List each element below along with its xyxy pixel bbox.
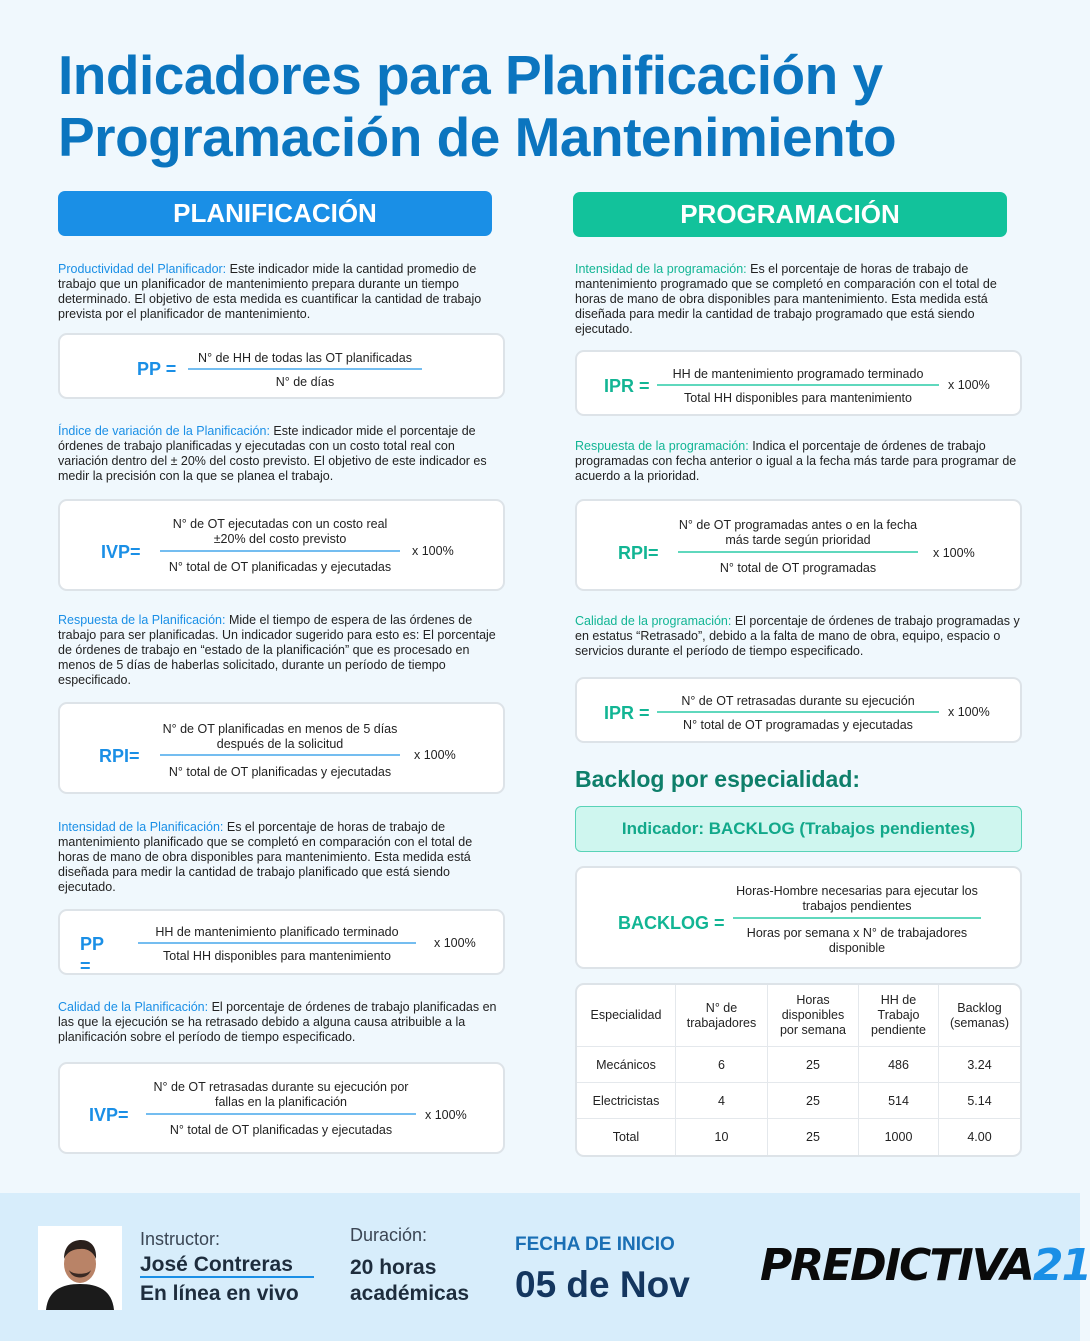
plan-label-variacion: Índice de variación de la Planificación: [58, 424, 270, 438]
formula-name: PP = [80, 934, 104, 976]
instructor-label: Instructor: [140, 1229, 221, 1249]
fraction-line [160, 550, 400, 552]
formula-denominator: N° de días [275, 375, 335, 389]
formula-card-rpi [58, 702, 505, 794]
table-row [577, 1083, 1020, 1119]
formula-denominator: Total HH disponibles para mantenimiento [684, 391, 912, 405]
plan-label-intensidad: Intensidad de la Planificación: [58, 820, 224, 834]
formula-denominator: Horas por semana x N° de trabajadores disponible [746, 926, 968, 955]
formula-card-rpi-prog [575, 499, 1022, 591]
fraction-line [657, 711, 939, 713]
formula-name: IPR = [604, 703, 650, 723]
plan-label-respuesta: Respuesta de la Planificación: [58, 613, 226, 627]
column-header: Especialidad [577, 985, 676, 1047]
table-cell: 5.14 [939, 1083, 1020, 1119]
fraction-line [678, 551, 918, 553]
formula-denominator: Total HH disponibles para mantenimiento [163, 949, 391, 963]
table-cell: 25 [768, 1083, 859, 1119]
table-cell: 25 [768, 1119, 859, 1155]
prog-desc-calidad: Calidad de la programación: El porcentaje de órdenes de trabajo programadas y en estatus “Retrasado”, debido a la falta de mano de obra, equipo, espacio o servicios durante el período de tiempo especificado. [575, 614, 1020, 658]
formula-numerator: N° de OT programadas antes o en la fecha más tarde según prioridad [678, 518, 918, 547]
formula-numerator: N° de OT retrasadas durante su ejecución [681, 694, 915, 708]
table-cell: Total [577, 1119, 676, 1155]
page-title: Indicadores para Planificación y Programación de Mantenimiento [58, 44, 897, 168]
instructor-photo-icon [38, 1226, 122, 1310]
formula-numerator: N° de OT ejecutadas con un costo real ±20% del costo previsto [172, 517, 388, 546]
table-cell: 3.24 [939, 1047, 1020, 1083]
table-cell: 4 [676, 1083, 768, 1119]
duration-line-2: académicas [350, 1282, 470, 1305]
plan-desc-productividad: Productividad del Planificador: Este indicador mide la cantidad promedio de trabajo que un planificador de mantenimiento prepara durante un tiempo determinado. El objetivo de esta medida es cuantificar la cantidad de trabajo prevista por el planificador de mantenimiento. [58, 262, 482, 321]
plan-desc-variacion: Índice de variación de la Planificación: Este indicador mide el porcentaje de órdenes de trabajo planificadas y ejecutadas con un costo total real con variación dentro del ± 20% del costo previsto. El objetivo de este indicador es medir la precisión con la que se planea el trabajo. [58, 424, 487, 483]
formula-name: IVP= [89, 1105, 129, 1125]
backlog-table [575, 983, 1022, 1157]
formula-factor: x 100% [948, 705, 990, 719]
table-cell: 10 [676, 1119, 768, 1155]
formula-factor: x 100% [434, 936, 476, 950]
table-cell: Electricistas [577, 1083, 676, 1119]
table-cell: 4.00 [967, 1130, 992, 1144]
predictiva-logo [760, 1240, 1090, 1291]
formula-factor: x 100% [425, 1108, 467, 1122]
formula-name: RPI= [618, 543, 659, 563]
plan-desc-respuesta: Respuesta de la Planificación: Mide el tiempo de espera de las órdenes de trabajo para ser planificadas. Un indicador sugerido para esto es: El porcentaje de órdenes de trabajo en “estado de la planificación” que es procesado en menos de 5 días de haberlas solicitado, durante un período de tiempo especificado. [58, 613, 496, 687]
backlog-indicator: Indicador: BACKLOG (Trabajos pendientes) [575, 806, 1022, 852]
formula-denominator: N° total de OT planificadas y ejecutadas [168, 560, 392, 574]
formula-name: RPI= [99, 746, 140, 766]
table-row [577, 1047, 1020, 1083]
prog-label-intensidad: Intensidad de la programación: [575, 262, 747, 276]
table-row [577, 1119, 1020, 1155]
formula-numerator: HH de mantenimiento planificado terminado [155, 925, 399, 939]
formula-name: IVP= [101, 542, 141, 562]
table-cell: 486 [859, 1047, 939, 1083]
column-header: HH de Trabajo pendiente [859, 985, 939, 1047]
column-header: N° de trabajadores [676, 985, 768, 1047]
formula-name: BACKLOG = [618, 913, 725, 933]
formula-factor: x 100% [414, 748, 456, 762]
planificacion-header: PLANIFICACIÓN [58, 191, 492, 236]
table-cell: Mecánicos [577, 1047, 676, 1083]
logo-number: 21 [1032, 1240, 1090, 1291]
instructor-avatar [38, 1226, 122, 1310]
formula-factor: x 100% [948, 378, 990, 392]
fraction-line [138, 942, 416, 944]
formula-card-backlog [575, 866, 1022, 969]
column-header: Backlog (semanas) [939, 985, 1020, 1047]
formula-denominator: N° total de OT planificadas y ejecutadas [168, 765, 392, 779]
formula-card-pp-intensidad [58, 909, 505, 975]
table-cell: 25 [768, 1047, 859, 1083]
duration-label: Duración: [350, 1225, 428, 1245]
formula-numerator: N° de HH de todas las OT planificadas [198, 351, 412, 365]
formula-name: IPR = [604, 376, 650, 396]
table-cell: 514 [859, 1083, 939, 1119]
formula-denominator: N° total de OT planificadas y ejecutadas [169, 1123, 393, 1137]
formula-card-ivp [58, 499, 505, 591]
prog-label-respuesta: Respuesta de la programación: [575, 439, 749, 453]
formula-card-ipr [575, 350, 1022, 416]
formula-card-pp [58, 333, 505, 399]
start-date-label: FECHA DE INICIO [515, 1234, 675, 1255]
formula-numerator: HH de mantenimiento programado terminado [672, 367, 924, 381]
duration-line-1: 20 horas [350, 1256, 437, 1279]
formula-numerator: N° de OT retrasadas durante su ejecución por fallas en la planificación [153, 1080, 409, 1109]
backlog-title: Backlog por especialidad: [575, 766, 861, 792]
formula-numerator: Horas-Hombre necesarias para ejecutar los trabajos pendientes [736, 884, 978, 913]
plan-label-calidad: Calidad de la Planificación: [58, 1000, 209, 1014]
table-cell: 6 [676, 1047, 768, 1083]
plan-label-productividad: Productividad del Planificador: [58, 262, 227, 276]
column-header: Horas disponibles por semana [768, 985, 859, 1047]
formula-card-ipr-calidad [575, 677, 1022, 743]
fraction-line [188, 368, 422, 370]
formula-denominator: N° total de OT programadas y ejecutadas [683, 718, 913, 732]
fraction-line [146, 1113, 416, 1115]
table-header-row [577, 985, 1020, 1047]
instructor-name: José Contreras [140, 1253, 293, 1276]
prog-desc-respuesta: Respuesta de la programación: Indica el porcentaje de órdenes de trabajo programadas con fecha anterior o igual a la fecha más tarde para programar de acuerdo a la prioridad. [575, 439, 1017, 483]
fraction-line [733, 917, 981, 919]
plan-desc-intensidad: Intensidad de la Planificación: Es el porcentaje de horas de trabajo de mantenimiento planificado que se completó en comparación con el total de horas de mano de obra disponibles para mantenimiento. Esta medida está diseñada para medir la cantidad de trabajo planificado que está siendo ejecutado. [58, 820, 473, 894]
fraction-line [160, 754, 400, 756]
formula-factor: x 100% [412, 544, 454, 558]
formula-numerator: N° de OT planificadas en menos de 5 días después de la solicitud [162, 722, 398, 751]
logo-text: PREDICTIVA [760, 1240, 1033, 1291]
formula-card-ivp-calidad [58, 1062, 505, 1154]
start-date-value: 05 de Nov [515, 1264, 690, 1305]
prog-label-calidad: Calidad de la programación: [575, 614, 732, 628]
formula-factor: x 100% [933, 546, 975, 560]
formula-name: PP = [137, 359, 177, 379]
programacion-header: PROGRAMACIÓN [573, 192, 1007, 237]
instructor-modality: En línea en vivo [140, 1282, 299, 1305]
table-cell: 1000 [859, 1119, 939, 1155]
fraction-line [657, 384, 939, 386]
formula-denominator: N° total de OT programadas [719, 561, 877, 575]
plan-desc-calidad: Calidad de la Planificación: El porcentaje de órdenes de trabajo planificadas en las que la ejecución se ha retrasado debido a alguna causa atribuible a la planificación sobre el período de tiempo especificado. [58, 1000, 497, 1044]
prog-desc-intensidad: Intensidad de la programación: Es el porcentaje de horas de trabajo de mantenimiento programado que se completó en comparación con el total de horas de mano de obra disponibles para mantenimiento. Esta medida está diseñada para medir la cantidad de trabajo programado que está siendo ejecutado. [575, 262, 997, 336]
name-underline [140, 1276, 314, 1278]
